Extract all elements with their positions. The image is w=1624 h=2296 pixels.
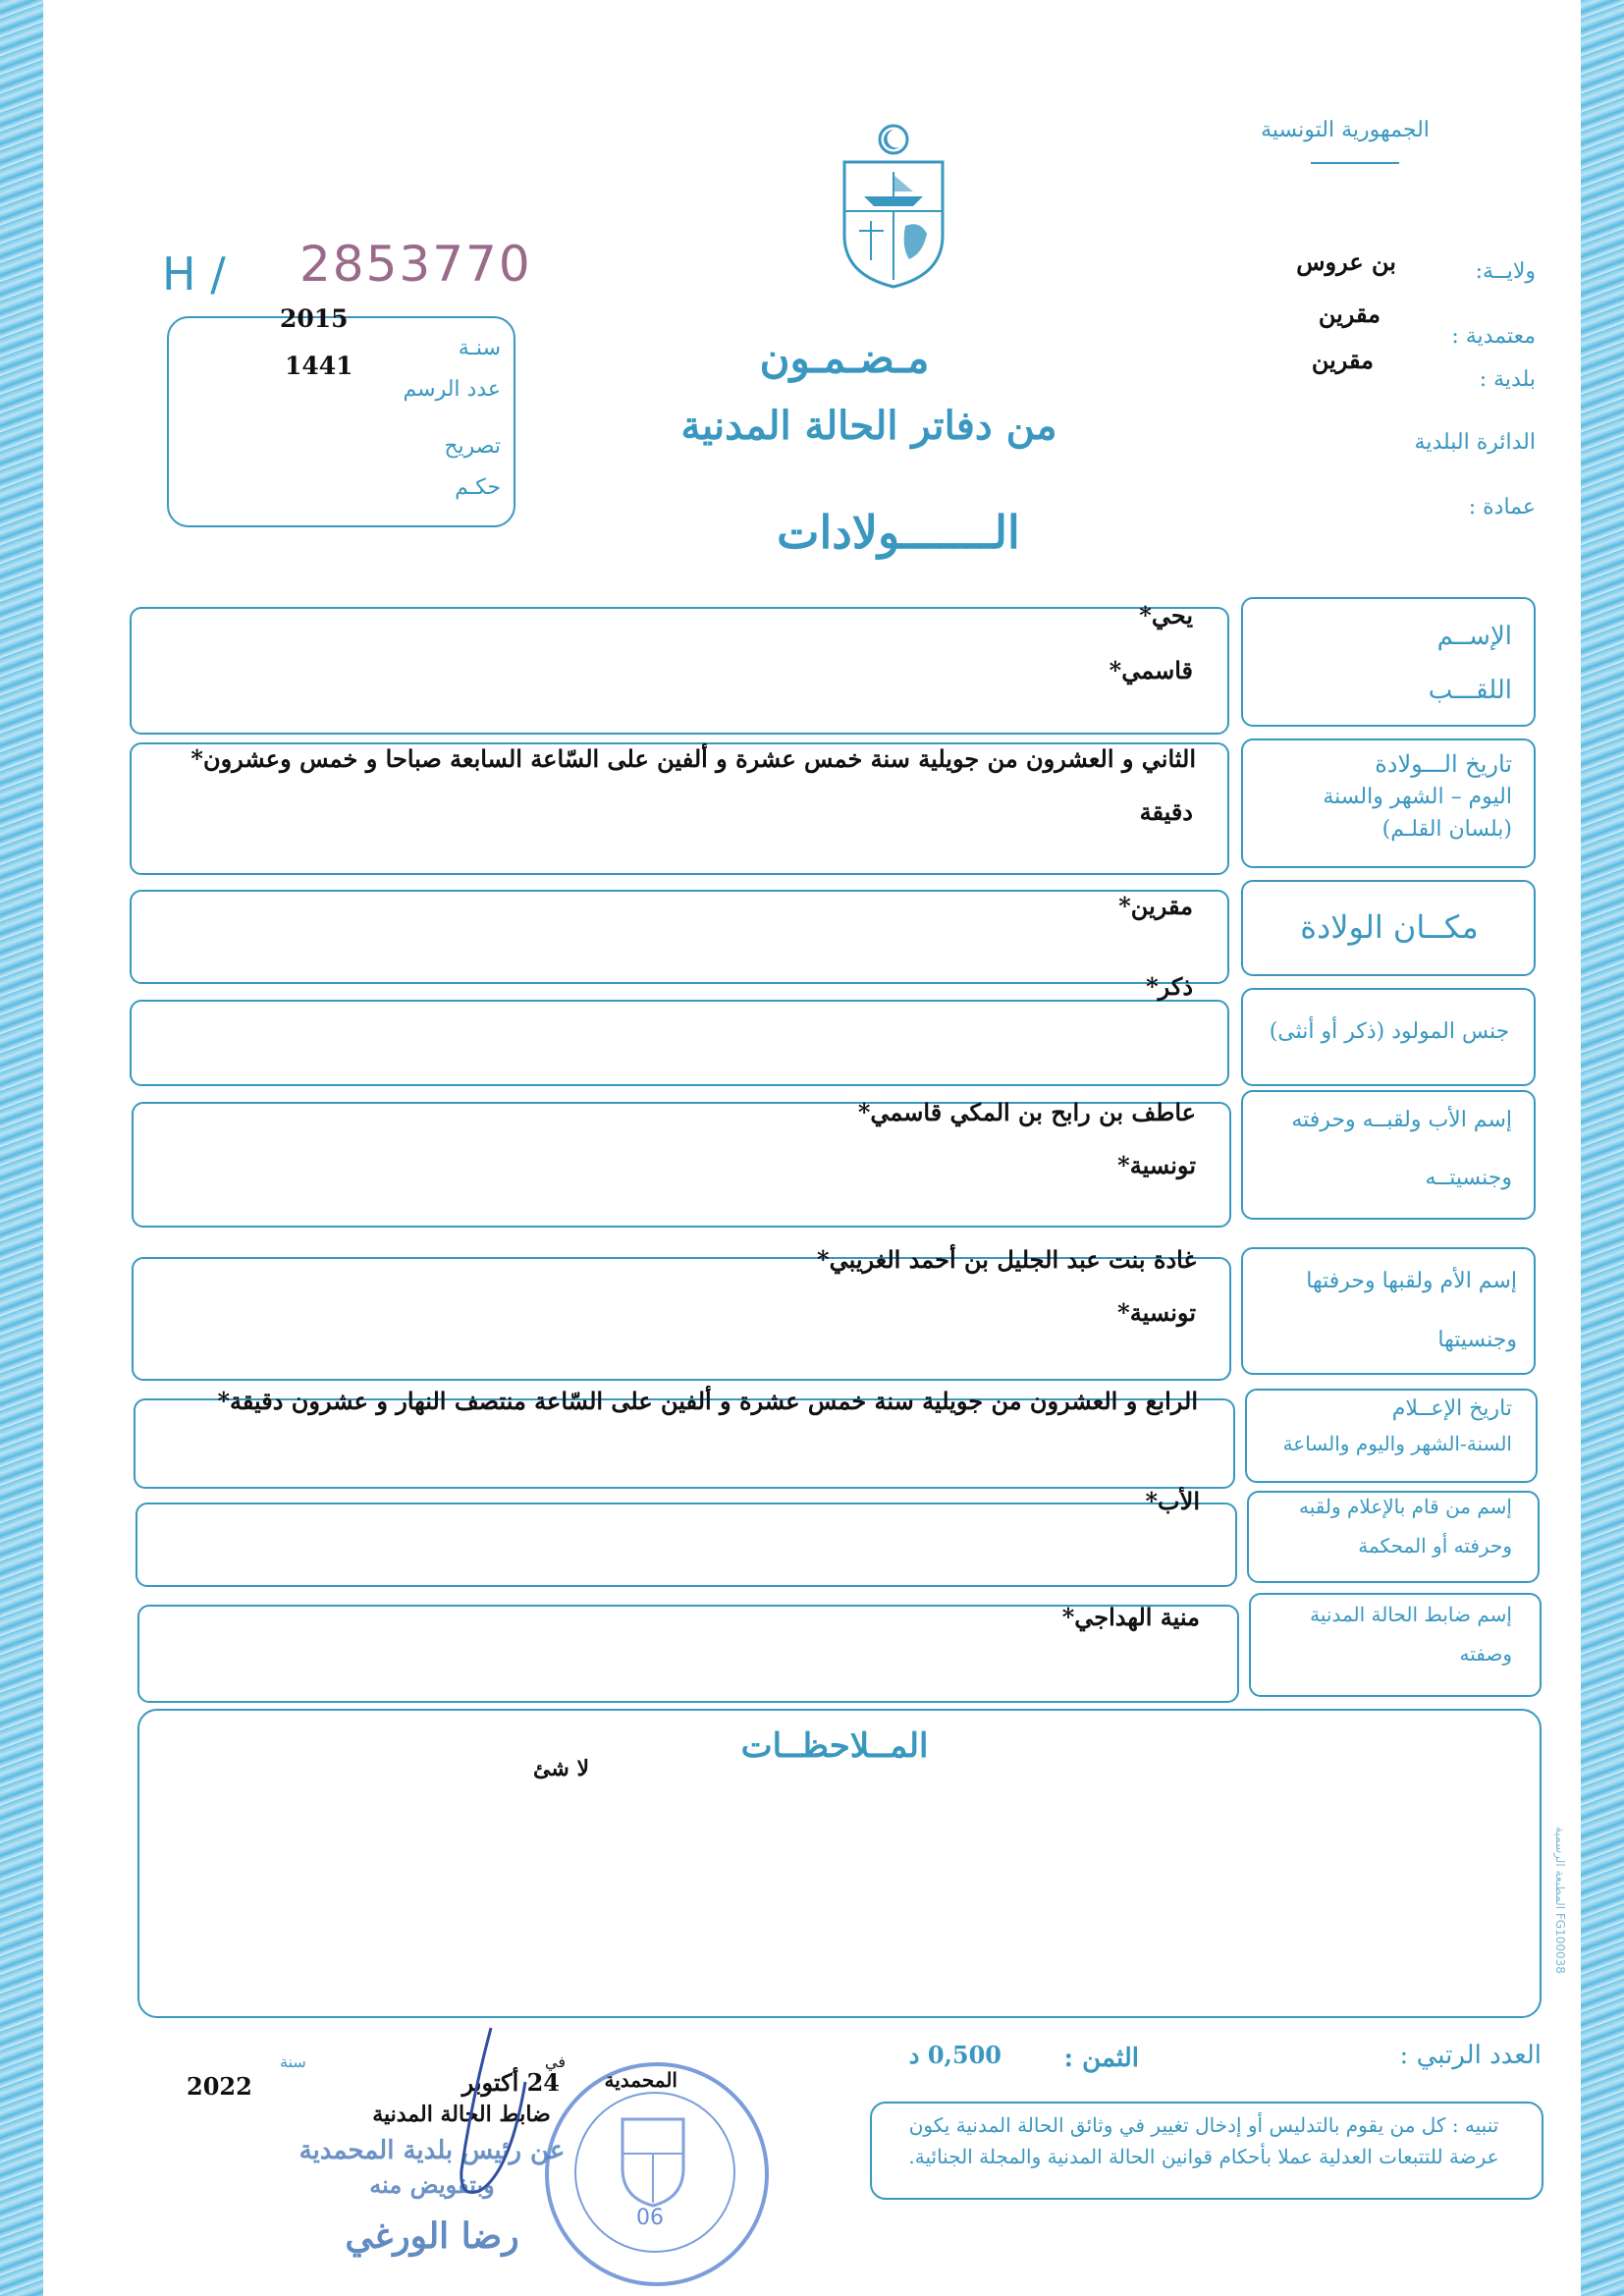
republic-divider — [1311, 162, 1399, 164]
decorative-border-left — [0, 0, 43, 2296]
governorate-value: بن عروس — [1296, 247, 1396, 276]
record-year-label: سنـة — [458, 336, 501, 360]
delegation-value: مقرين — [1318, 300, 1380, 328]
footer-in-label: في — [545, 2052, 566, 2071]
field-birthdate-value-cont: دقيقة — [1139, 797, 1193, 826]
printer-mark: المطبعة الرسمية FG100038 — [1553, 1827, 1567, 1974]
title-line2: من دفاتر الحالة المدنية — [680, 403, 1057, 449]
field-declaration-date-sublabel: السنة-الشهر واليوم والساعة — [1282, 1432, 1512, 1455]
footer-year-value: 2022 — [187, 2072, 252, 2101]
serial-number: 2853770 — [299, 236, 532, 293]
field-mother-nationality: تونسية* — [1117, 1298, 1196, 1327]
field-officer-label-cont: وصفته — [1459, 1642, 1512, 1666]
field-mother-label-cont: وجنسيتها — [1437, 1328, 1517, 1352]
decorative-border-right — [1581, 0, 1624, 2296]
field-mother-label: إسم الأم ولقبها وحرفتها — [1306, 1269, 1517, 1293]
signature-stroke — [432, 2023, 550, 2210]
omda-label: عمادة : — [1468, 495, 1536, 519]
title-line1: مـضـمـون — [759, 334, 930, 382]
field-father-value: عاطف بن رابح بن المكي قاسمي* — [857, 1098, 1196, 1126]
field-birthplace-value: مقرين* — [1118, 892, 1193, 920]
field-birthdate-sublabel: اليوم – الشهر والسنة — [1323, 785, 1512, 809]
field-surname-label: اللقـــب — [1428, 676, 1512, 705]
field-father-label: إسم الأب ولقبــه وحرفته — [1291, 1108, 1512, 1132]
field-officer-label: إسم ضابط الحالة المدنية — [1310, 1603, 1512, 1626]
field-sex-value: ذكر* — [1146, 972, 1193, 1001]
republic-label: الجمهورية التونسية — [1261, 118, 1430, 142]
serial-prefix: H / — [162, 247, 226, 301]
footer-place-value: المحمدية — [604, 2068, 677, 2092]
field-birthplace-label: مكــان الولادة — [1300, 908, 1479, 946]
field-mother-value: غادة بنت عبد الجليل بن أحمد الغريبي* — [817, 1245, 1196, 1274]
field-declarant-label-cont: وحرفته أو المحكمة — [1358, 1534, 1512, 1558]
section-title: الـــــــولادات — [777, 506, 1020, 559]
coat-of-arms-icon — [835, 118, 952, 290]
field-surname-value: قاسمي* — [1109, 656, 1193, 684]
delegation-label: معتمدية : — [1451, 324, 1536, 349]
seal-emblem-icon — [617, 2109, 689, 2208]
district-label: الدائرة البلدية — [1414, 430, 1536, 455]
field-birthdate-label: تاريخ الـــولادة — [1375, 750, 1512, 778]
field-officer-value: منية الهداجي* — [1061, 1603, 1200, 1631]
municipality-label: بلدية : — [1479, 367, 1536, 392]
record-number-label: عدد الرسم — [403, 377, 501, 402]
field-father-nationality: تونسية* — [1117, 1151, 1196, 1179]
warning-text: تنبيه : كل من يقوم بالتدليس أو إدخال تغيير في وثائق الحالة المدنية يكون عرضة للتتبعات العدلية عملا بأحكام قوانين الحالة المدنية والمجلة الجنائية. — [908, 2113, 1499, 2168]
footer-price-value: 0,500 د — [908, 2041, 1001, 2069]
stamp-line1: عن رئيس بلدية المحمدية — [298, 2136, 566, 2165]
field-birthdate-note: (بلسان القلـم) — [1381, 817, 1512, 842]
field-birthdate-value: الثاني و العشرون من جويلية سنة خمس عشرة و ألفين على السّاعة السابعة صباحا و خمس وعشرون* — [190, 744, 1196, 773]
stamp-line2: وبتفويض منه — [369, 2170, 495, 2199]
footer-price-label: الثمن : — [1063, 2044, 1139, 2073]
field-declaration-date-value: الرابع و العشرون من جويلية سنة خمس عشرة و ألفين على السّاعة منتصف النهار و عشرون دقيقة* — [217, 1387, 1198, 1415]
field-father-label-cont: وجنسيتــه — [1425, 1166, 1512, 1190]
field-sex-value-box — [130, 1000, 1229, 1086]
signature-name: رضا الورغي — [345, 2215, 519, 2257]
declaration-label: تصريح — [444, 434, 501, 459]
footer-year-label: سنة — [280, 2052, 306, 2071]
record-number-value: 1441 — [285, 352, 353, 380]
notes-value: لا شئ — [533, 1756, 589, 1781]
governorate-label: ولايــة: — [1475, 259, 1536, 284]
municipality-value: مقرين — [1311, 346, 1374, 374]
field-declarant-value: الأب* — [1145, 1487, 1200, 1515]
seal-number: 06 — [636, 2206, 664, 2230]
notes-title: المــلاحظــات — [740, 1726, 929, 1766]
footer-date-value: 24 أكتوبر — [461, 2068, 560, 2097]
record-year-value: 2015 — [280, 304, 349, 333]
field-declarant-label: إسم من قام بالإعلام ولقبه — [1299, 1495, 1512, 1518]
footer-serial-label: العدد الرتبي : — [1399, 2041, 1542, 2070]
field-name-label: الإســم — [1436, 622, 1512, 651]
judgment-label: حكـم — [455, 475, 501, 500]
footer-officer-title: ضابط الحالة المدنية — [372, 2102, 551, 2127]
field-sex-label: جنس المولود (ذكر أو أنثى) — [1269, 1019, 1510, 1044]
field-name-value: يحي* — [1139, 601, 1193, 629]
field-declaration-date-label: تاريخ الإعــلام — [1391, 1396, 1512, 1421]
